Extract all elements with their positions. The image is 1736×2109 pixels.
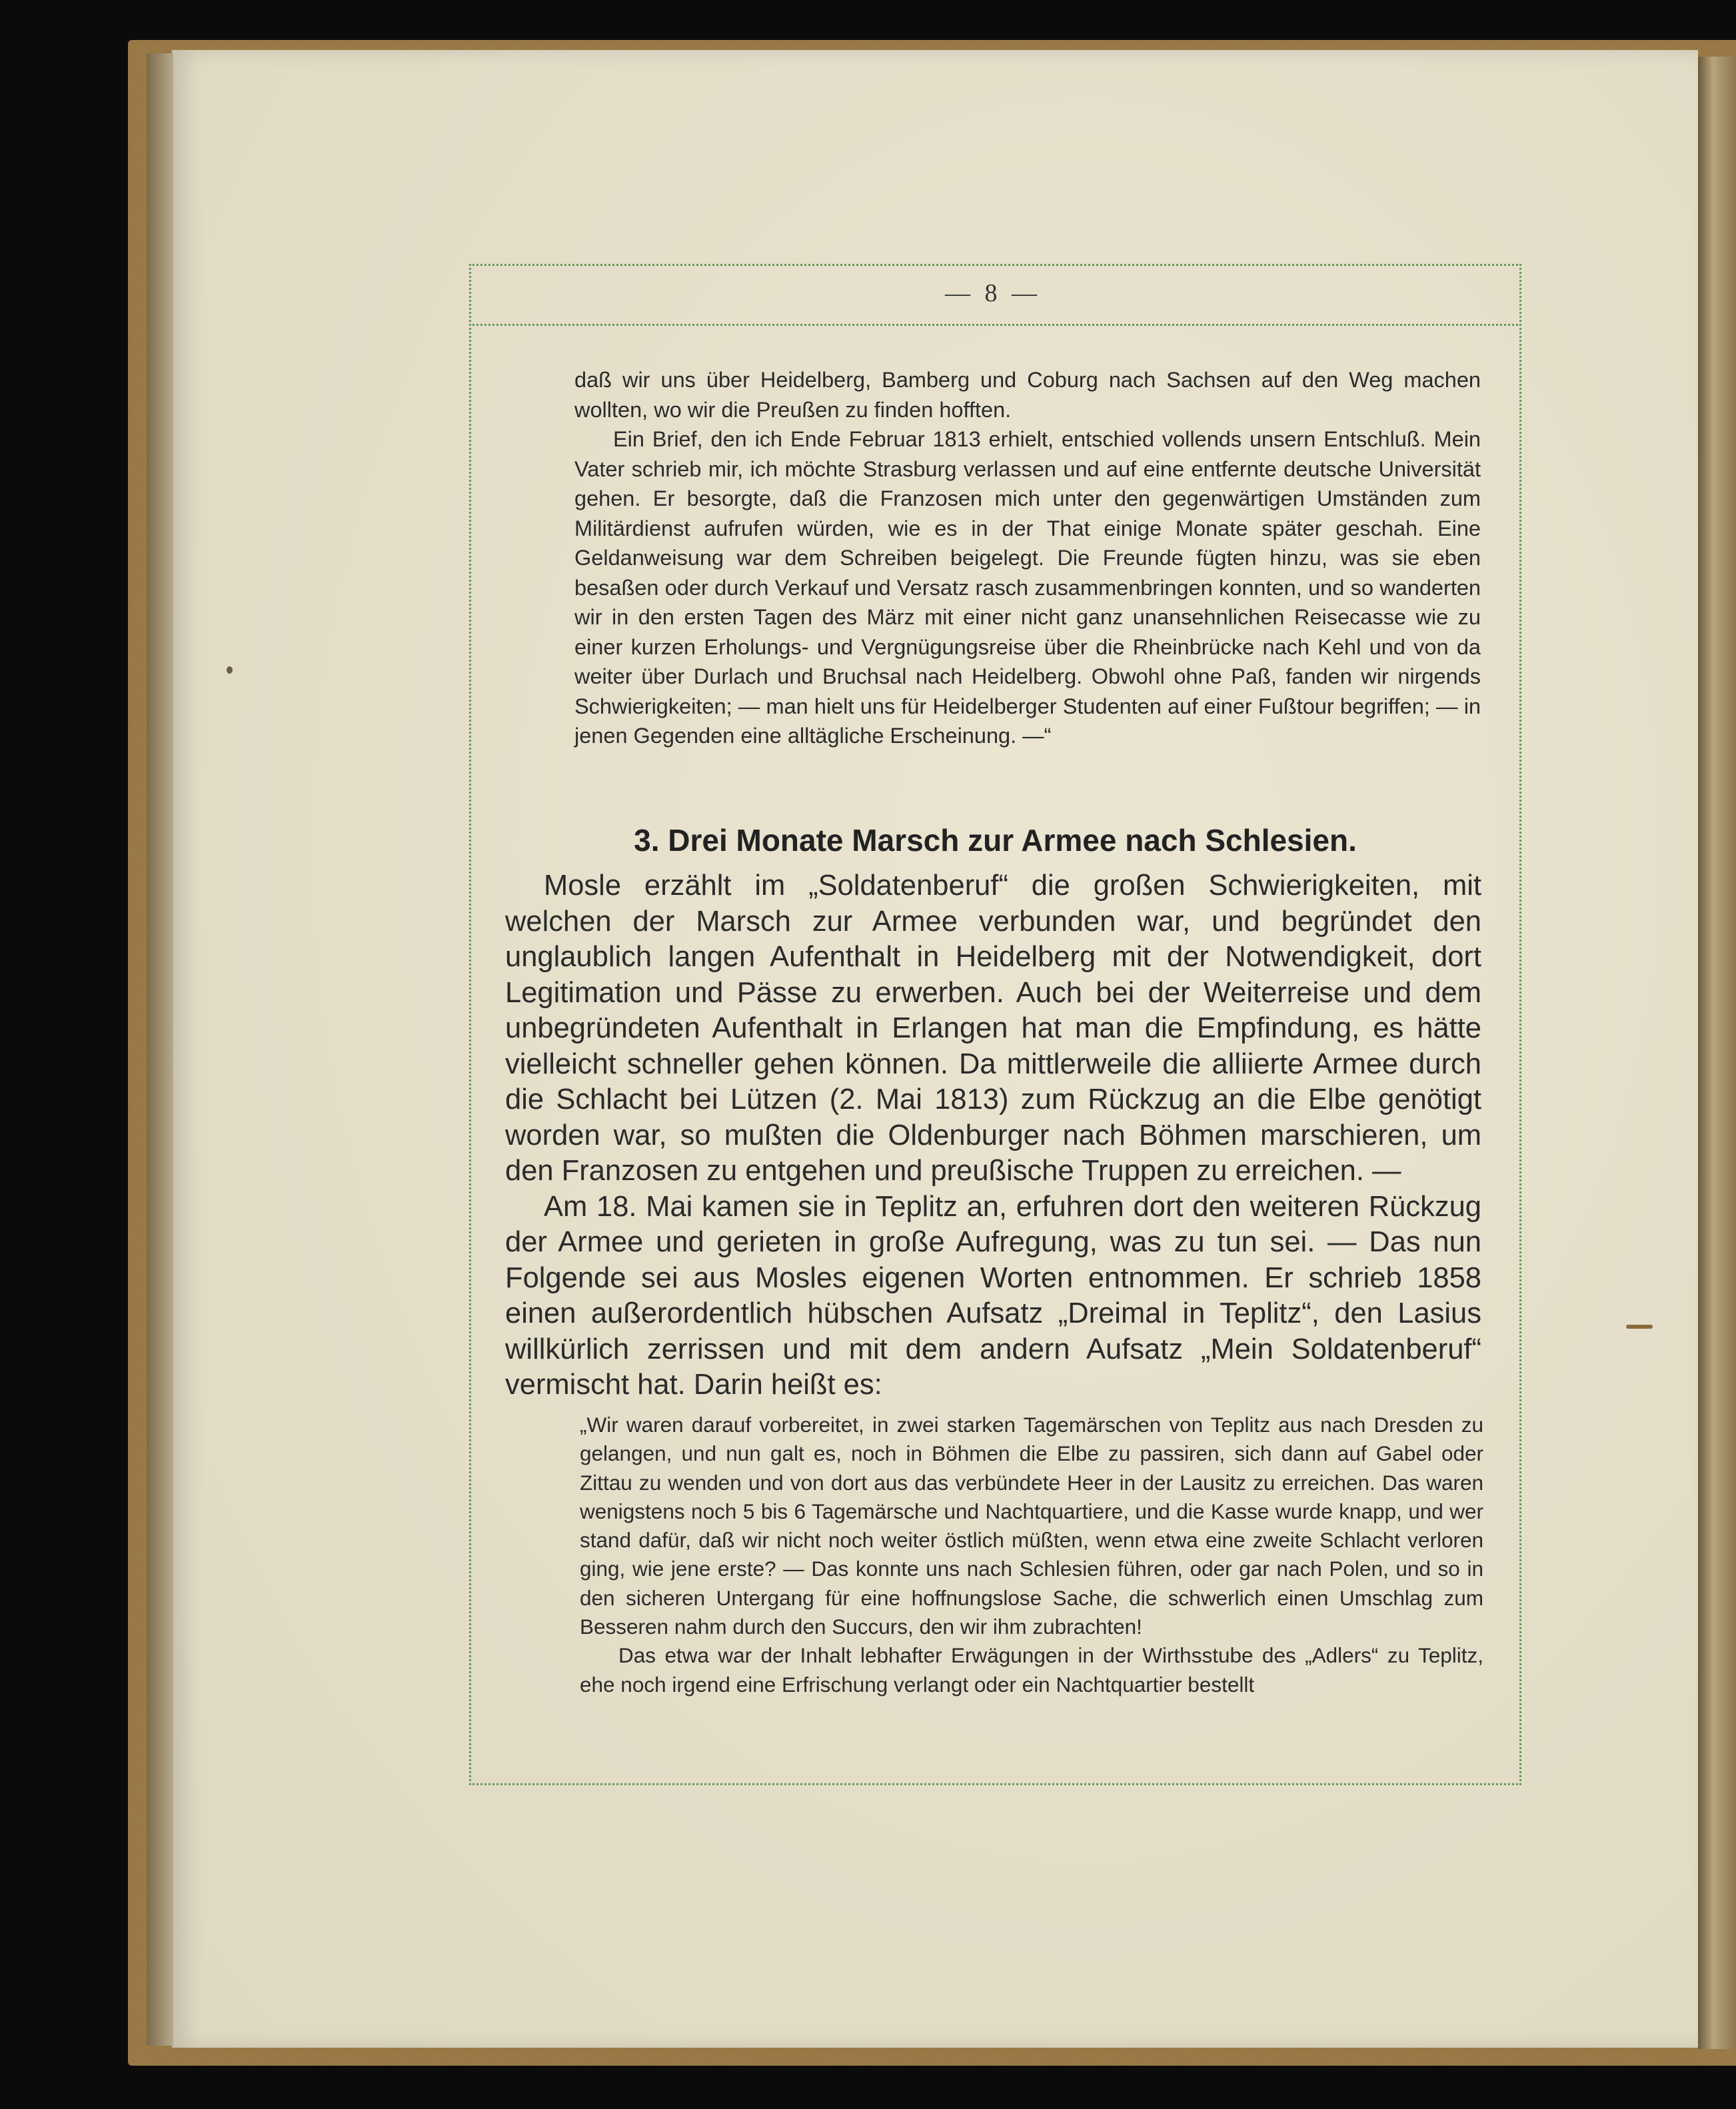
paragraph: Am 18. Mai kamen sie in Teplitz an, erfuhren dort den weiteren Rückzug der Armee und gerieten in große Aufregung, was zu tun sei. — Das nun Folgende sei aus Mosles eigenen Worten entnommen. Er schrieb 1858 einen außerordentlich hübschen Aufsatz „Dreimal in Teplitz“, den Lasius willkürlich zerrissen und mit dem andern Aufsatz „Mein Soldatenberuf“ vermischt hat. Darin heißt es: bbox=[505, 1190, 1481, 1401]
paragraph: Mosle erzählt im „Soldatenberuf“ die großen Schwierigkeiten, mit welchen der Marsch zur Armee verbunden war, und begründet den unglaublich langen Aufenthalt in Heidelberg mit der Notwendigkeit, dort Legitimation und Pässe zu erwerben. Auch bei der Weiterreise und dem unbegründeten Aufenthalt in Erlangen hat man die Empfindung, es hätte vielleicht schneller gehen können. Da mittlerweile die alliierte Armee durch die Schlacht bei Lützen (2. Mai 1813) zum Rückzug an die Elbe genötigt worden war, so mußten die Oldenburger nach Böhmen marschieren, um den Franzosen zu entgehen und preußische Truppen zu erreichen. — bbox=[505, 870, 1481, 1187]
paragraph: Das etwa war der Inhalt lebhafter Erwägungen in der Wirthsstube des „Adlers“ zu Teplitz, ehe noch irgend eine Erfrischung verlangt oder ein Nachtquartier bestellt bbox=[580, 1643, 1483, 1697]
adjacent-page-edge bbox=[1698, 57, 1736, 2049]
main-text bbox=[505, 868, 1481, 1403]
paragraph: daß wir uns über Heidelberg, Bamberg und Coburg nach Sachsen auf den Weg machen wollten, wo wir die Preußen zu finden hofften. bbox=[574, 368, 1481, 422]
header-divider bbox=[469, 324, 1521, 326]
page-number: — 8 — bbox=[945, 279, 1041, 307]
section-heading: 3. Drei Monate Marsch zur Armee nach Schlesien. bbox=[634, 823, 1357, 858]
quoted-text bbox=[580, 1411, 1483, 1699]
paragraph: Ein Brief, den ich Ende Februar 1813 erhielt, entschied vollends unsern Entschluß. Mein Vater schrieb mir, ich möchte Strasburg verlassen und auf eine entfernte deutsche Universität gehen. Er besorgte, daß die Franzosen mich unter den gegenwärtigen Umständen zum Militärdienst aufrufen würden, wie es in der That einige Monate später geschah. Eine Geldanweisung war dem Schreiben beigelegt. Die Freunde fügten hinzu, was sie eben besaßen oder durch Verkauf und Versatz rasch zusammenbringen konnten, und so wanderten wir in den ersten Tagen des März mit einer nicht ganz unansehnlichen Reisecasse wie zu einer kurzen Erholungs- und Vergnügungsreise über die Rheinbrücke nach Kehl und von da weiter über Durlach und Bruchsal nach Heidelberg. Obwohl ohne Paß, fanden wir nirgends Schwierigkeiten; — man hielt uns für Heidelberger Studenten auf einer Fußtour begriffen; — in jenen Gegenden eine alltägliche Erscheinung. —“ bbox=[574, 427, 1481, 748]
spine-gutter bbox=[147, 53, 173, 2046]
paper-speck bbox=[1626, 1325, 1653, 1329]
paper-speck bbox=[227, 666, 233, 674]
intro-text bbox=[574, 365, 1481, 751]
paragraph: „Wir waren darauf vorbereitet, in zwei starken Tagemärschen von Teplitz aus nach Dresden zu gelangen, und nun galt es, noch in Böhmen die Elbe zu passiren, sich dann auf Gabel oder Zittau zu wenden und von dort aus das verbündete Heer in der Lausitz zu erreichen. Das waren wenigstens noch 5 bis 6 Tagemärsche und Nachtquartiere, und die Kasse wurde knapp, und wer stand dafür, daß wir nicht noch weiter östlich müßten, wenn etwa eine zweite Schlacht verloren ging, wie jene erste? — Das konnte uns nach Schlesien führen, oder gar nach Polen, und so in den sicheren Untergang für eine hoffnungslose Sache, die schwerlich einen Umschlag zum Besseren nahm durch den Succurs, den wir ihm zubrachten! bbox=[580, 1413, 1483, 1639]
